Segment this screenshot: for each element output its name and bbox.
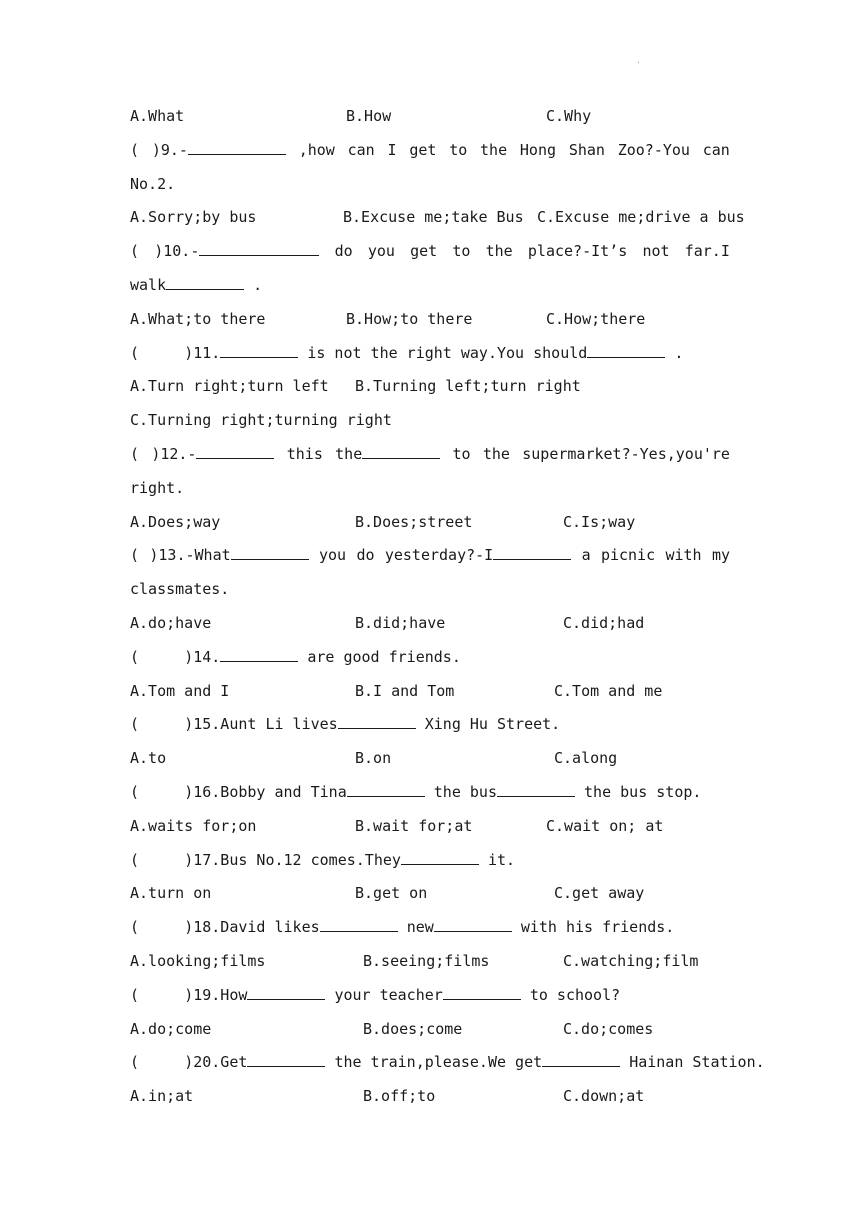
word: to	[452, 444, 471, 463]
question-text: )18.David likes	[184, 918, 320, 937]
answer-blank[interactable]	[247, 1052, 325, 1067]
answer-blank[interactable]	[220, 343, 298, 358]
question-text: new	[406, 918, 434, 937]
question-number: )14.	[184, 647, 221, 666]
header-mark: .	[636, 56, 641, 65]
question-text: your teacher	[334, 985, 443, 1004]
bracket-open: (	[130, 782, 140, 801]
question-text: with his friends.	[520, 918, 675, 937]
question-text: are good friends.	[307, 647, 461, 666]
word: a	[581, 546, 591, 565]
question-text: )15.Aunt Li lives	[184, 715, 338, 734]
bracket-open: (	[130, 985, 140, 1004]
option-a: A.do;have	[130, 613, 212, 632]
option-c: C.Why	[546, 107, 592, 125]
punctuation: .	[253, 275, 263, 294]
word: the	[485, 242, 513, 261]
option-c: C.down;at	[563, 1087, 645, 1106]
bracket-open: (	[130, 647, 140, 666]
option-b: B.on	[355, 749, 392, 768]
word: my	[711, 546, 730, 565]
question-14	[130, 645, 730, 679]
word: I	[387, 140, 397, 159]
option-a: A.turn on	[130, 884, 212, 903]
question-text: )20.Get	[184, 1053, 248, 1072]
answer-blank[interactable]	[338, 714, 416, 729]
word: can	[702, 140, 730, 159]
question-13	[130, 543, 730, 577]
options-q11	[130, 374, 730, 408]
question-number: )10.-	[154, 242, 200, 261]
word: get	[410, 242, 438, 261]
option-c: C.wait on; at	[546, 816, 664, 835]
question-9	[130, 138, 730, 172]
question-11	[130, 341, 730, 375]
answer-blank[interactable]	[434, 917, 512, 932]
bracket-open: (	[130, 444, 140, 463]
option-b: B.Excuse me;take Bus	[343, 208, 524, 227]
word: to	[452, 242, 471, 261]
question-10-cont	[130, 273, 730, 307]
option-a: A.waits for;on	[130, 816, 257, 835]
options-q14	[130, 679, 730, 713]
word: yesterday?-I	[384, 546, 494, 565]
word: picnic	[600, 546, 656, 565]
options-q9	[130, 205, 745, 239]
word: Shan	[568, 140, 605, 159]
options-q20	[130, 1084, 730, 1118]
question-text: the train,please.We get	[334, 1053, 543, 1072]
option-b: B.did;have	[355, 613, 446, 632]
question-10	[130, 239, 730, 273]
bracket-open: (	[130, 715, 140, 734]
answer-blank[interactable]	[220, 647, 298, 662]
question-number: )12.-	[151, 444, 197, 463]
bracket-open: (	[130, 140, 140, 159]
answer-blank[interactable]	[199, 241, 319, 256]
option-a: A.to	[130, 749, 167, 768]
bracket-open: (	[130, 918, 140, 937]
question-20	[130, 1050, 765, 1084]
option-b: B.Does;street	[355, 512, 473, 531]
question-12-cont: right.	[130, 478, 185, 497]
bracket-open: (	[130, 343, 140, 362]
question-16	[130, 780, 730, 814]
answer-blank[interactable]	[166, 275, 244, 290]
answer-blank[interactable]	[401, 850, 479, 865]
question-text: )17.Bus No.12 comes.They	[184, 850, 401, 869]
bracket-open: (	[130, 850, 140, 869]
word: not	[642, 242, 670, 261]
answer-blank[interactable]	[587, 343, 665, 358]
option-c: C.Turning right;turning right	[130, 411, 392, 430]
options-q15	[130, 746, 730, 780]
punctuation: .	[674, 343, 684, 362]
word: you	[319, 546, 347, 565]
options-q13	[130, 611, 730, 645]
options-q8	[130, 104, 730, 138]
bracket-open: (	[130, 242, 140, 261]
word: ,how	[298, 140, 335, 159]
option-a: A.in;at	[130, 1087, 194, 1106]
word: with	[665, 546, 702, 565]
word: can	[347, 140, 375, 159]
word: do	[334, 242, 353, 261]
word: walk	[130, 275, 167, 294]
word: you	[367, 242, 395, 261]
option-b: B.off;to	[363, 1087, 436, 1106]
option-a: A.What;to there	[130, 309, 266, 328]
question-number: )13.-What	[149, 546, 231, 565]
word: supermarket?-Yes,you're	[522, 444, 730, 463]
option-a: A.What	[130, 107, 185, 125]
bracket-open: (	[130, 546, 140, 565]
option-c: C.Tom and me	[554, 681, 663, 700]
option-a: A.Turn right;turn left	[130, 377, 329, 396]
option-b: B.seeing;films	[363, 951, 490, 970]
word: place?-It’s	[527, 242, 628, 261]
word: Hong	[519, 140, 557, 159]
options-q19	[130, 1017, 730, 1051]
question-text: Hainan Station.	[629, 1053, 765, 1072]
options-q17	[130, 881, 730, 915]
option-b: B.get on	[355, 884, 428, 903]
option-b: B.Turning left;turn right	[355, 377, 581, 396]
word: get	[409, 140, 437, 159]
option-c: C.did;had	[563, 613, 645, 632]
option-b: B.How	[346, 107, 392, 125]
question-number: )11.	[184, 343, 221, 362]
question-19	[130, 983, 730, 1017]
option-a: A.do;come	[130, 1019, 212, 1038]
question-text: )16.Bobby and Tina	[184, 782, 347, 801]
word: the	[482, 444, 510, 463]
answer-blank[interactable]	[231, 545, 309, 560]
option-c: C.Excuse me;drive a bus	[537, 208, 745, 227]
question-text: the bus stop.	[584, 782, 702, 801]
answer-blank[interactable]	[196, 444, 274, 459]
question-13-cont: classmates.	[130, 580, 230, 599]
options-q10	[130, 307, 730, 341]
option-b: B.I and Tom	[355, 681, 455, 700]
question-text: Xing Hu Street.	[424, 715, 561, 734]
word: Zoo?-You	[617, 140, 690, 159]
answer-blank[interactable]	[247, 985, 325, 1000]
answer-blank[interactable]	[188, 140, 286, 155]
question-12	[130, 442, 730, 476]
option-c: C.Is;way	[563, 512, 636, 531]
word: this	[286, 444, 323, 463]
answer-blank[interactable]	[362, 444, 440, 459]
worksheet	[130, 104, 765, 1118]
answer-blank[interactable]	[320, 917, 398, 932]
word: to	[449, 140, 468, 159]
option-c: C.along	[554, 749, 618, 768]
answer-blank[interactable]	[542, 1052, 620, 1067]
option-b: B.does;come	[363, 1019, 463, 1038]
question-text: it.	[487, 850, 516, 869]
options-q18	[130, 949, 730, 983]
option-c: C.watching;film	[563, 951, 699, 970]
question-text: the bus	[433, 782, 497, 801]
word: far.I	[684, 242, 730, 261]
options-q12	[130, 510, 730, 544]
option-b: B.wait for;at	[355, 816, 473, 835]
option-c: C.How;there	[546, 309, 646, 328]
question-15	[130, 712, 730, 746]
option-a: A.Tom and I	[130, 681, 230, 700]
answer-blank[interactable]	[497, 782, 575, 797]
question-number: )9.-	[151, 140, 188, 159]
option-a: A.Does;way	[130, 512, 221, 531]
option-b: B.How;to there	[346, 309, 473, 328]
question-18	[130, 915, 730, 949]
word: the	[335, 444, 363, 463]
word: do	[356, 546, 375, 565]
option-c: C.do;comes	[563, 1019, 654, 1038]
answer-blank[interactable]	[347, 782, 425, 797]
question-text: )19.How	[184, 985, 248, 1004]
question-text: is not the right way.You should	[307, 343, 588, 362]
option-c: C.get away	[554, 884, 645, 903]
answer-blank[interactable]	[493, 545, 571, 560]
options-q16	[130, 814, 730, 848]
question-17	[130, 848, 730, 882]
question-text: to school?	[529, 985, 621, 1004]
option-a: A.Sorry;by bus	[130, 208, 257, 227]
answer-blank[interactable]	[443, 985, 521, 1000]
option-a: A.looking;films	[130, 951, 266, 970]
bracket-open: (	[130, 1053, 140, 1072]
question-9-cont: No.2.	[130, 174, 176, 193]
word: the	[480, 140, 508, 159]
